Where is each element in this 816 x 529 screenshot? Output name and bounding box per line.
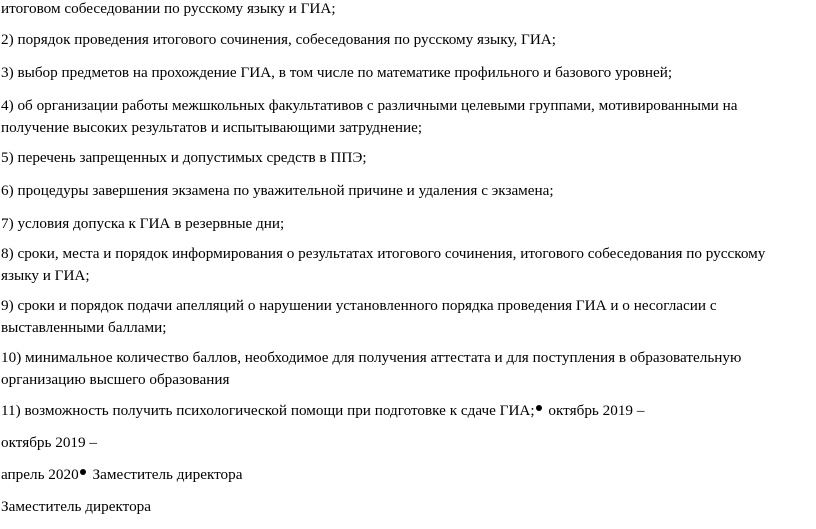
text-line: 2) порядок проведения итогового сочинения, собеседования по русскому языку, ГИА; xyxy=(1,31,556,48)
text-line: 4) об организации работы межшкольных факультативов с различными целевыми группами, мотивированными на xyxy=(1,97,738,114)
text-line: 5) перечень запрещенных и допустимых средств в ППЭ; xyxy=(1,149,367,166)
paragraph-item-11 xyxy=(1,400,644,422)
text-line: получение высоких результатов и испытывающими затруднение; xyxy=(1,119,423,136)
bullet-icon xyxy=(80,469,86,475)
paragraph-item-4 xyxy=(1,95,737,139)
paragraph-item-6 xyxy=(1,180,554,202)
text-line: Заместитель директора xyxy=(1,498,151,515)
text-segment: апрель 2020 xyxy=(1,466,79,483)
paragraph-item-10 xyxy=(1,347,741,391)
paragraph-item-5 xyxy=(1,147,367,169)
paragraph-item-9 xyxy=(1,295,717,339)
text-line: 10) минимальное количество баллов, необходимое для получения аттестата и для поступления в образовательную xyxy=(1,349,742,366)
text-line: октябрь 2019 – xyxy=(1,434,98,451)
paragraph-item-8 xyxy=(1,243,765,287)
text-line: организацию высшего образования xyxy=(1,371,230,388)
bullet-icon xyxy=(536,405,542,411)
text-line: 9) сроки и порядок подачи апелляций о нарушении установленного порядка проведения ГИА и о несогласии с xyxy=(1,297,717,314)
paragraph-responsible xyxy=(1,496,151,518)
text-segment: 11) возможность получить психологической помощи при подготовке к сдаче ГИА; xyxy=(1,402,535,419)
text-line: 7) условия допуска к ГИА в резервные дни; xyxy=(1,215,285,232)
paragraph-date-end xyxy=(1,464,242,486)
paragraph-item-2 xyxy=(1,29,556,51)
text-line: языку и ГИА; xyxy=(1,267,90,284)
paragraph-date-start xyxy=(1,432,97,454)
text-segment: октябрь 2019 – xyxy=(544,402,645,419)
text-line: 8) сроки, места и порядок информирования о результатах итогового сочинения, итогового собеседования по русскому xyxy=(1,245,766,262)
text-segment: Заместитель директора xyxy=(88,466,243,483)
text-line: 3) выбор предметов на прохождение ГИА, в том числе по математике профильного и базового уровней; xyxy=(1,64,673,81)
paragraph-item-3 xyxy=(1,62,672,84)
text-line: выставленными баллами; xyxy=(1,319,167,336)
text-line: 6) процедуры завершения экзамена по уважительной причине и удаления с экзамена; xyxy=(1,182,554,199)
paragraph-0 xyxy=(1,0,336,20)
text-line: итоговом собеседовании по русскому языку и ГИА; xyxy=(1,0,336,17)
paragraph-item-7 xyxy=(1,213,284,235)
